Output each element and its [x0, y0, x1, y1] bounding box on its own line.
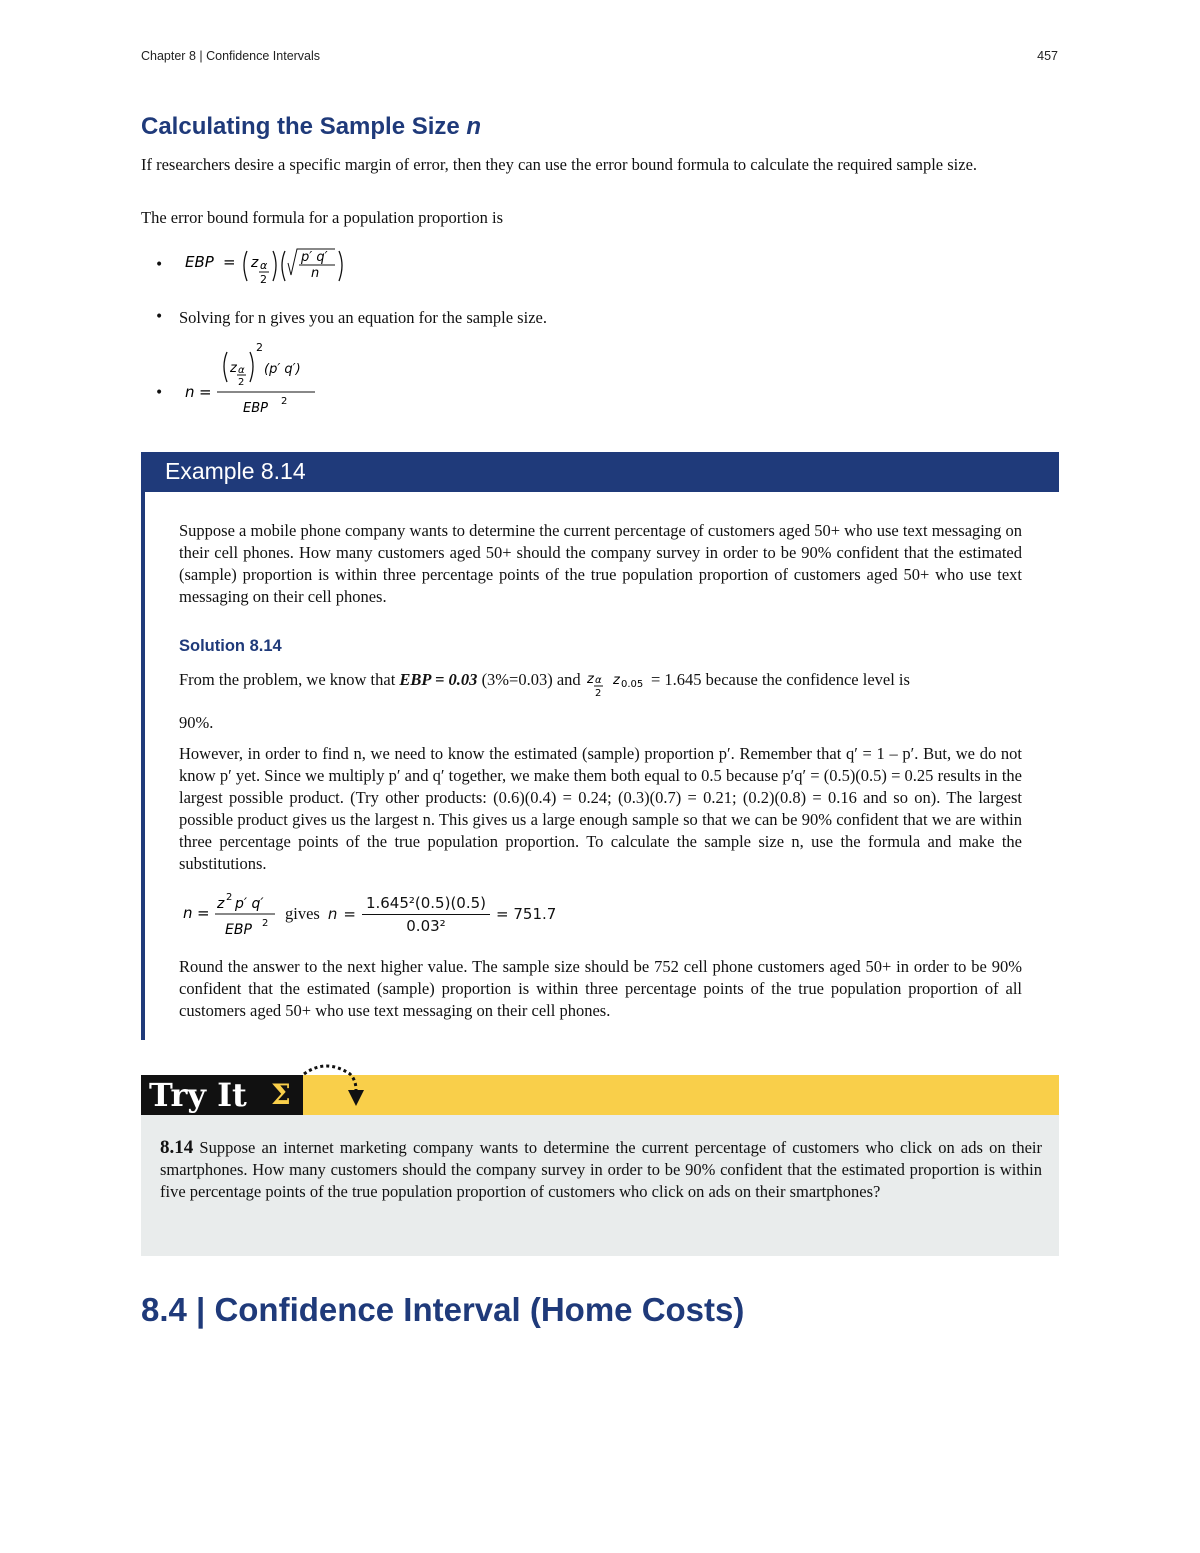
bullet-dot: •	[155, 385, 164, 401]
sample-size-formula	[185, 340, 335, 422]
svg-text:EBP: EBP	[225, 922, 252, 938]
solution-title: Solution 8.14	[179, 637, 282, 655]
sample-size-formula-inline	[183, 888, 283, 940]
sample-size-formula-graphic	[185, 340, 335, 418]
gives-word: gives	[285, 904, 320, 923]
svg-text:n: n	[311, 266, 320, 281]
example-header-bar	[141, 452, 1059, 492]
svg-text:0.05: 0.05	[620, 679, 644, 690]
svg-text:α: α	[260, 259, 268, 272]
svg-text:EBP: EBP	[243, 401, 268, 416]
svg-text:EBP: EBP	[185, 253, 214, 271]
ebp-formula-graphic	[185, 245, 365, 289]
svg-text:=: =	[197, 904, 210, 922]
curved-arrow-icon	[298, 1060, 368, 1112]
example-label: Example 8.14	[165, 458, 306, 484]
sample-size-calculation	[183, 888, 556, 940]
equals-sign: =	[343, 905, 356, 923]
solving-for-n-text: Solving for n gives you an equation for the sample size.	[179, 308, 547, 327]
svg-text:α: α	[238, 365, 245, 376]
svg-text:n: n	[185, 383, 195, 401]
intro-paragraph: If researchers desire a specific margin of error, then they can use the error bound formula to calculate the required sample size.	[141, 155, 978, 174]
svg-text:z: z	[217, 896, 225, 912]
calc-numerator: 1.645²(0.5)(0.5)	[362, 894, 490, 915]
svg-text:z: z	[586, 672, 594, 687]
bullet-dot: •	[155, 309, 164, 325]
solution-paragraph-1-end: 90%.	[179, 713, 214, 732]
svg-text:2: 2	[262, 918, 269, 929]
example-problem: Suppose a mobile phone company wants to determine the current percentage of customers aged 50+ who use text messaging on their cell phones. How many customers aged 50+ should the company survey in order to be 90% confident that the estimated (sample) proportion is within three percentage points of the true population proportion of customers aged 50+ who use text messaging on their cell phones.	[179, 521, 1022, 606]
example-side-rule	[141, 492, 145, 1040]
svg-text:p′ q′: p′ q′	[235, 896, 264, 912]
svg-text:2: 2	[260, 273, 267, 286]
calc-result: = 751.7	[496, 905, 557, 923]
bullet-dot: •	[155, 257, 164, 273]
svg-text:(p′ q′): (p′ q′)	[264, 362, 301, 377]
svg-text:z: z	[230, 361, 237, 376]
calc-fraction	[362, 894, 490, 935]
n-symbol: n	[327, 905, 338, 923]
svg-text:2: 2	[256, 341, 263, 354]
svg-text:=: =	[223, 253, 236, 271]
solution-paragraph-3: Round the answer to the next higher value. The sample size should be 752 cell phone customers aged 50+ in order to be 90% confident that the estimated (sample) proportion is within three percentage points of the true population proportion of all customers aged 50+ who use text messaging on their cell phones.	[179, 957, 1022, 1020]
formula-intro: The error bound formula for a population proportion is	[141, 208, 503, 227]
svg-text:2: 2	[238, 377, 245, 388]
svg-text:z: z	[612, 673, 620, 688]
svg-text:z: z	[251, 255, 259, 271]
ebp-formula	[185, 247, 365, 287]
page-number: 457	[1037, 49, 1058, 63]
next-section-title: 8.4 | Confidence Interval (Home Costs)	[141, 1291, 745, 1328]
svg-text:2: 2	[594, 688, 602, 699]
svg-text:=: =	[199, 383, 212, 401]
calc-denominator: 0.03²	[406, 916, 446, 935]
sigma-icon: Σ	[271, 1078, 291, 1111]
try-it-exercise: 8.14 Suppose an internet marketing company wants to determine the current percentage of customers who click on ads on their smartphones. How many customers should the company survey in order to be 90% confident that the estimated proportion is within five percentage points of the true population proportion of customers who click on ads on their smartphones?	[160, 1137, 1042, 1201]
chapter-header: Chapter 8 | Confidence Intervals	[141, 49, 321, 63]
section-title: Calculating the Sample Size n	[141, 113, 482, 140]
try-it-label: Try It Σ	[141, 1075, 303, 1115]
solution-paragraph-1: From the problem, we know that EBP = 0.03 (3%=0.03) and z α 2 z 0.05 = 1.645 because the confidence level is	[179, 670, 910, 699]
svg-text:α: α	[594, 675, 602, 686]
svg-text:2: 2	[226, 892, 233, 903]
svg-text:2: 2	[281, 396, 288, 407]
svg-text:n: n	[183, 904, 193, 922]
solution-paragraph-2: However, in order to find n, we need to know the estimated (sample) proportion p′. Remember that q′ = 1 – p′. But, we do not know p′ yet. Since we multiply p′ and q′ together, we make them both equal to 0.5 because p′q′ = (0.5)(0.5) = 0.25 results in the largest possible product. (Try other products: (0.6)(0.4) = 0.24; (0.3)(0.7) = 0.21; (0.2)(0.8) = 0.16 and so on). The largest possible product gives us the largest n. This gives us a large enough sample so that we can be 90% confident that we are within three percentage points of the true population proportion. To calculate the sample size n, use the formula and make the substitutions.	[179, 744, 1022, 873]
svg-text:p′ q′: p′ q′	[301, 250, 328, 265]
z-alpha-half-symbol	[585, 669, 647, 699]
